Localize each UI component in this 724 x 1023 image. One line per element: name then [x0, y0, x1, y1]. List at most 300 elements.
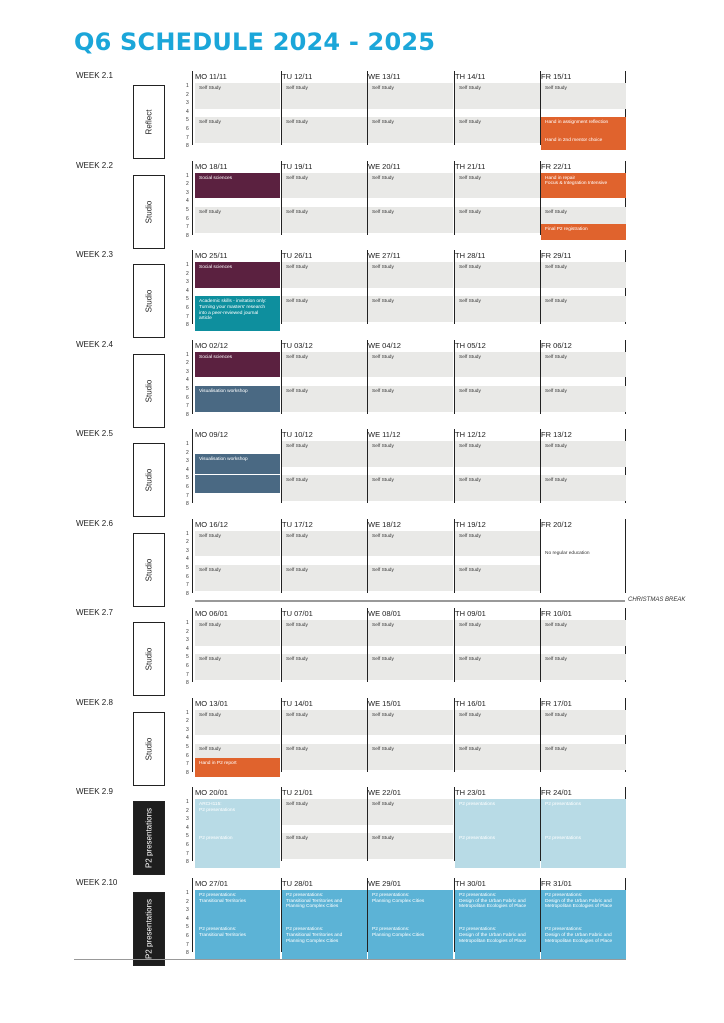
cell-text: P2 presentations: [459, 802, 496, 807]
schedule-cell[interactable]: [541, 833, 626, 867]
slot-number: 6: [186, 215, 189, 222]
slot-number: 2: [186, 360, 189, 367]
slot-number: 7: [186, 761, 189, 768]
schedule-cell[interactable]: [455, 799, 540, 833]
slot-number: 7: [186, 313, 189, 320]
cell-text: Self Study: [372, 354, 394, 360]
cell-text: Self Study: [286, 802, 308, 807]
cell-text: Self Study: [372, 567, 394, 573]
schedule-cell[interactable]: [282, 620, 367, 646]
schedule-cell[interactable]: [455, 352, 540, 378]
schedule-cell[interactable]: [195, 296, 280, 330]
schedule-cell[interactable]: [282, 207, 367, 233]
cell-text: Self Study: [286, 175, 308, 181]
slot-number: 8: [186, 590, 189, 597]
slot-number: 2: [186, 539, 189, 546]
week-label: WEEK 2.1: [76, 71, 113, 80]
schedule-cell[interactable]: [195, 475, 280, 492]
schedule-cell[interactable]: [282, 924, 367, 958]
column-divider: [192, 608, 193, 682]
day-header: TU 14/01: [282, 698, 313, 708]
week-mode-box: [133, 264, 165, 338]
slot-number: 1: [186, 620, 189, 626]
schedule-cell[interactable]: [195, 454, 280, 474]
slot-number: 5: [186, 475, 189, 482]
cell-text: Self Study: [199, 623, 221, 628]
slot-number: 1: [186, 441, 189, 447]
day-header: MO 06/01: [195, 609, 228, 618]
day-header: WE 22/01: [368, 788, 401, 797]
slot-number: 6: [186, 933, 189, 939]
cell-text: P2 presentations: Transitional Territories and Planning Complex Cities: [286, 893, 343, 910]
day-header: TH 30/01: [455, 879, 486, 888]
schedule-cell[interactable]: [368, 117, 453, 143]
slot-number: 5: [186, 385, 189, 392]
slot-number: 1: [186, 890, 189, 896]
slot-number: 2: [186, 807, 189, 814]
slot-number: 1: [186, 262, 189, 268]
schedule-cell[interactable]: [195, 83, 280, 109]
slot-number: 3: [186, 189, 189, 196]
slot-number: 8: [186, 950, 189, 957]
day-header: TH 21/11: [455, 161, 486, 171]
schedule-cell[interactable]: [195, 207, 280, 233]
bottom-rule: [74, 959, 626, 960]
cell-text: Hand in 2nd mentor choice: [545, 137, 603, 143]
schedule-cell[interactable]: [282, 799, 367, 825]
day-header: MO 09/12: [195, 430, 228, 439]
slot-number: 2: [186, 718, 189, 725]
cell-text: Self Study: [372, 388, 394, 394]
day-header: FR 17/01: [541, 698, 572, 708]
schedule-cell[interactable]: [368, 296, 453, 322]
week-label: WEEK 2.4: [76, 339, 113, 349]
slot-number: 4: [186, 645, 189, 652]
cell-text: Academic skills - invitation only: Turning your masters' research into a peer-reviewed journal article: [199, 299, 267, 322]
cell-text: Self Study: [372, 623, 394, 628]
column-divider: [192, 340, 193, 414]
slot-number: 1: [186, 709, 189, 716]
cell-text: Self Study: [459, 120, 481, 126]
cell-text: P2 presentations: Planning Complex Cities: [372, 893, 425, 904]
schedule-cell[interactable]: [541, 744, 626, 770]
schedule-cell[interactable]: [455, 296, 540, 322]
schedule-cell[interactable]: [195, 924, 280, 958]
schedule-cell[interactable]: [455, 441, 540, 467]
slot-number: 5: [186, 833, 189, 840]
day-header: FR 15/11: [541, 72, 572, 81]
cell-text: Self Study: [199, 746, 221, 752]
schedule-cell[interactable]: [541, 475, 626, 501]
day-header: TH 14/11: [455, 72, 486, 81]
schedule-cell[interactable]: [282, 83, 367, 109]
day-header: WE 15/01: [368, 698, 401, 708]
column-divider: [192, 878, 193, 952]
slot-number: 6: [186, 394, 189, 401]
day-header: TH 05/12: [455, 340, 486, 350]
day-header: TH 28/11: [455, 251, 486, 260]
schedule-cell[interactable]: [282, 173, 367, 199]
cell-text: Self Study: [459, 388, 481, 394]
cell-text: Self Study: [286, 712, 308, 718]
day-header: FR 24/01: [541, 788, 572, 797]
slot-number: 8: [186, 680, 189, 687]
slot-number: 3: [186, 100, 189, 107]
cell-text: P2 presentations: [545, 836, 582, 842]
schedule-cell[interactable]: [455, 833, 540, 867]
slot-number: 7: [186, 941, 189, 948]
cell-text: Self Study: [372, 265, 394, 270]
slot-number: 6: [186, 573, 189, 580]
cell-text: Self Study: [286, 209, 308, 215]
day-header: WE 18/12: [368, 519, 401, 529]
schedule-cell[interactable]: [282, 531, 367, 557]
schedule-cell[interactable]: [455, 654, 540, 680]
day-header: FR 31/01: [541, 879, 572, 888]
schedule-cell[interactable]: [455, 710, 540, 736]
schedule-cell[interactable]: [282, 565, 367, 591]
schedule-cell[interactable]: [541, 620, 626, 646]
schedule-cell[interactable]: [455, 117, 540, 143]
schedule-cell[interactable]: [282, 890, 367, 924]
schedule-cell[interactable]: [195, 531, 280, 557]
schedule-cell[interactable]: [368, 531, 453, 557]
cell-text: P2 presentations: Design of the Urban Fabric and Metropolitan Ecologies of Place: [459, 927, 527, 944]
cell-text: P2 presentations: [545, 802, 582, 807]
schedule-cell[interactable]: [195, 799, 280, 833]
week-mode-box: [133, 175, 165, 249]
cell-text: Self Study: [545, 623, 567, 628]
slot-number: 8: [186, 322, 189, 329]
cell-text: Self Study: [286, 299, 308, 305]
slot-number: 7: [186, 582, 189, 589]
schedule-cell[interactable]: [195, 352, 280, 378]
day-header: TU 21/01: [282, 788, 313, 797]
week-block: [0, 698, 724, 788]
week-label: WEEK 2.5: [76, 429, 113, 438]
cell-text: Final P2 registration: [545, 227, 588, 233]
schedule-cell[interactable]: [455, 565, 540, 591]
cell-text: Self Study: [372, 478, 394, 484]
schedule-cell[interactable]: [282, 352, 367, 378]
cell-text: Self Study: [459, 86, 481, 91]
schedule-cell[interactable]: [455, 386, 540, 412]
column-divider: [192, 250, 193, 324]
cell-text: P2 presentations: Design of the Urban Fabric and Metropolitan Ecologies of Place: [545, 927, 613, 944]
slot-number: 7: [186, 403, 189, 410]
schedule-cell[interactable]: [368, 565, 453, 591]
schedule-cell[interactable]: [368, 799, 453, 825]
cell-text: Self Study: [545, 478, 567, 484]
day-header: MO 11/11: [195, 72, 227, 81]
cell-text: Self Study: [286, 567, 308, 573]
day-header: FR 13/12: [541, 430, 572, 439]
slot-number: 8: [186, 232, 189, 239]
cell-text: Self Study: [372, 533, 394, 539]
schedule-cell[interactable]: [195, 173, 280, 199]
cell-text: Self Study: [459, 623, 481, 628]
schedule-cell[interactable]: [455, 890, 540, 924]
week-mode-label: Studio: [144, 379, 154, 402]
cell-text: P2 presentations: [459, 836, 496, 842]
slot-number: 4: [186, 108, 189, 115]
cell-text: Self Study: [286, 354, 308, 360]
schedule-cell[interactable]: [282, 296, 367, 322]
schedule-cell[interactable]: [541, 890, 626, 924]
week-label: WEEK 2.2: [76, 160, 113, 170]
day-header: MO 18/11: [195, 161, 228, 171]
slot-number: 8: [186, 859, 189, 866]
slot-number: 6: [186, 126, 189, 132]
schedule-cell[interactable]: [455, 744, 540, 770]
slot-number: 4: [186, 287, 189, 294]
schedule-cell[interactable]: [541, 173, 626, 199]
schedule-cell[interactable]: [368, 352, 453, 378]
week-label: WEEK 2.9: [76, 787, 113, 796]
week-mode-label: P2 presentations: [144, 807, 154, 869]
schedule-cell[interactable]: [541, 441, 626, 467]
slot-number: 4: [186, 556, 189, 563]
cell-text: Self Study: [286, 388, 308, 394]
day-header: WE 08/01: [368, 609, 401, 618]
cell-text: Self Study: [286, 836, 308, 842]
schedule-cell[interactable]: [282, 117, 367, 143]
schedule-cell[interactable]: [541, 224, 626, 239]
slot-number: 7: [186, 492, 189, 499]
schedule-cell[interactable]: [541, 352, 626, 378]
schedule-cell[interactable]: [282, 833, 367, 859]
day-header: WE 20/11: [368, 161, 401, 171]
cell-text: Self Study: [286, 623, 308, 628]
day-header: FR 20/12: [541, 519, 572, 529]
slot-number: 5: [186, 743, 189, 750]
schedule-cell[interactable]: [541, 710, 626, 736]
week-mode-label: Studio: [144, 737, 154, 760]
schedule-cell[interactable]: [282, 441, 367, 467]
cell-text: Self Study: [459, 299, 481, 305]
schedule-cell[interactable]: [455, 475, 540, 501]
day-header: TH 23/01: [455, 788, 486, 797]
week-label: WEEK 2.8: [76, 697, 113, 707]
cell-text: Self Study: [372, 209, 394, 215]
schedule-cell[interactable]: [455, 207, 540, 233]
column-divider: [192, 429, 193, 503]
slot-number: 7: [186, 671, 189, 678]
day-header: WE 04/12: [368, 340, 401, 350]
cell-text: Social sciences: [199, 354, 233, 360]
schedule-cell[interactable]: [368, 744, 453, 770]
slot-number: 6: [186, 663, 189, 669]
schedule-cell[interactable]: [195, 758, 280, 777]
schedule-cell[interactable]: [195, 710, 280, 736]
slot-number: 8: [186, 411, 189, 418]
schedule-cell[interactable]: [455, 262, 540, 288]
slot-number: 4: [186, 824, 189, 831]
cell-text: Self Study: [459, 209, 481, 215]
christmas-break-label: CHRISTMAS BREAK: [628, 597, 686, 603]
schedule-cell[interactable]: [195, 620, 280, 646]
schedule-cell[interactable]: [368, 441, 453, 467]
slot-number: 8: [186, 143, 189, 150]
cell-text: Self Study: [286, 746, 308, 752]
schedule-cell[interactable]: [368, 173, 453, 199]
cell-text: Self Study: [199, 657, 221, 663]
schedule-cell[interactable]: [541, 296, 626, 322]
schedule-cell[interactable]: [282, 654, 367, 680]
day-header: WE 11/12: [368, 430, 401, 439]
schedule-cell[interactable]: [455, 620, 540, 646]
schedule-cell[interactable]: [541, 654, 626, 680]
cell-text: Self Study: [372, 802, 394, 807]
schedule-cell[interactable]: [282, 710, 367, 736]
cell-text: No regular education: [545, 550, 590, 556]
cell-text: Visualisation workshop: [199, 456, 248, 462]
schedule-cell[interactable]: [282, 262, 367, 288]
schedule-cell[interactable]: [455, 173, 540, 199]
cell-text: Self Study: [199, 712, 221, 718]
schedule-cell[interactable]: [282, 475, 367, 501]
slot-number: 5: [186, 564, 189, 571]
slot-number: 8: [186, 501, 189, 508]
schedule-cell[interactable]: [455, 531, 540, 557]
schedule-cell[interactable]: [195, 262, 280, 288]
cell-text: Self Study: [372, 657, 394, 663]
cell-text: Self Study: [459, 657, 481, 663]
cell-text: Self Study: [545, 444, 567, 449]
schedule-cell[interactable]: [195, 565, 280, 591]
schedule-cell[interactable]: [195, 117, 280, 143]
schedule-cell[interactable]: [195, 833, 280, 867]
week-mode-box: [133, 85, 165, 159]
week-block: [0, 787, 724, 877]
day-header: TU 28/01: [282, 879, 313, 888]
cell-text: Self Study: [286, 657, 308, 663]
cell-text: Self Study: [459, 354, 481, 360]
cell-text: Hand in repair Focus & Integration Intensive: [545, 175, 608, 187]
schedule-cell[interactable]: [368, 475, 453, 501]
slot-number: 6: [186, 842, 189, 848]
slot-number: 3: [186, 279, 189, 286]
day-header: TH 12/12: [455, 430, 486, 439]
week-block: [0, 250, 724, 340]
schedule-cell[interactable]: [541, 799, 626, 833]
slot-number: 3: [186, 458, 189, 465]
schedule-cell[interactable]: [195, 654, 280, 680]
schedule-cell[interactable]: [368, 710, 453, 736]
column-divider: [192, 787, 193, 861]
slot-number: 4: [186, 915, 189, 922]
schedule-cell[interactable]: [368, 83, 453, 109]
cell-text: Self Study: [545, 299, 567, 305]
cell-text: Self Study: [459, 444, 481, 449]
schedule-cell[interactable]: [541, 924, 626, 958]
schedule-cell[interactable]: [455, 924, 540, 958]
schedule-cell[interactable]: [541, 262, 626, 288]
schedule-cell[interactable]: [195, 890, 280, 924]
cell-text: P2 presentations: Transitional Territories: [199, 893, 246, 904]
slot-number: 3: [186, 547, 189, 554]
cell-text: Self Study: [459, 175, 481, 181]
slot-number: 1: [186, 83, 189, 89]
week-mode-box: [133, 533, 165, 607]
schedule-cell[interactable]: [541, 386, 626, 412]
day-header: MO 20/01: [195, 788, 228, 797]
schedule-cell[interactable]: [282, 744, 367, 770]
slot-number: 1: [186, 799, 189, 805]
week-mode-box: [133, 801, 165, 875]
schedule-cell[interactable]: [368, 833, 453, 859]
christmas-break-line: [195, 600, 625, 602]
cell-text: Self Study: [545, 209, 567, 215]
schedule-cell[interactable]: [541, 83, 626, 109]
cell-text: Self Study: [545, 657, 567, 663]
cell-text: Self Study: [199, 120, 221, 126]
slot-number: 1: [186, 172, 189, 179]
slot-number: 1: [186, 351, 189, 358]
day-header: MO 13/01: [195, 698, 228, 708]
cell-text: P2 presentations: Planning Complex Cities: [372, 927, 425, 938]
schedule-cell[interactable]: [368, 924, 453, 958]
schedule-cell[interactable]: [368, 386, 453, 412]
cell-text: Self Study: [545, 712, 567, 718]
week-label: WEEK 2.3: [76, 250, 113, 259]
slot-number: 7: [186, 134, 189, 141]
day-header: MO 27/01: [195, 879, 228, 888]
cell-text: Self Study: [372, 299, 394, 305]
cell-text: Self Study: [545, 746, 567, 752]
cell-text: Self Study: [545, 354, 567, 360]
day-header: WE 29/01: [368, 879, 401, 888]
slot-number: 7: [186, 224, 189, 231]
day-header: WE 27/11: [368, 251, 401, 260]
day-header: FR 22/11: [541, 161, 572, 171]
day-header: FR 29/11: [541, 251, 572, 260]
slot-number: 3: [186, 726, 189, 733]
schedule-cell[interactable]: [368, 890, 453, 924]
cell-text: Visualisation workshop: [199, 388, 248, 394]
schedule-cell[interactable]: [455, 83, 540, 109]
schedule-cell[interactable]: [368, 262, 453, 288]
schedule-cell[interactable]: [282, 386, 367, 412]
week-mode-box: [133, 712, 165, 786]
schedule-cell[interactable]: [541, 548, 626, 570]
slot-number: 3: [186, 368, 189, 375]
schedule-cell[interactable]: [541, 135, 626, 150]
cell-text: Hand in assignment reflection: [545, 120, 609, 126]
column-divider: [192, 698, 193, 772]
cell-text: Self Study: [372, 712, 394, 718]
cell-text: P2 presentations: Transitional Territories and Planning Complex Cities: [286, 927, 343, 944]
slot-number: 2: [186, 270, 189, 277]
week-mode-label: Studio: [144, 647, 154, 671]
cell-text: Self Study: [199, 86, 221, 91]
week-mode-box: [133, 622, 165, 696]
slot-number: 5: [186, 654, 189, 661]
page-title: Q6 SCHEDULE 2024 - 2025: [74, 28, 436, 56]
schedule-cell[interactable]: [368, 207, 453, 233]
slot-number: 8: [186, 769, 189, 776]
slot-number: 2: [186, 449, 189, 456]
week-mode-label: Studio: [144, 558, 154, 581]
schedule-cell[interactable]: [195, 386, 280, 412]
cell-text: P2 presentations: Design of the Urban Fabric and Metropolitan Ecologies of Place: [459, 893, 527, 910]
week-block: [0, 71, 724, 161]
slot-number: 5: [186, 206, 189, 213]
week-mode-label: P2 presentations: [144, 898, 154, 960]
schedule-cell[interactable]: [368, 654, 453, 680]
schedule-cell[interactable]: [368, 620, 453, 646]
week-block: [0, 878, 724, 968]
